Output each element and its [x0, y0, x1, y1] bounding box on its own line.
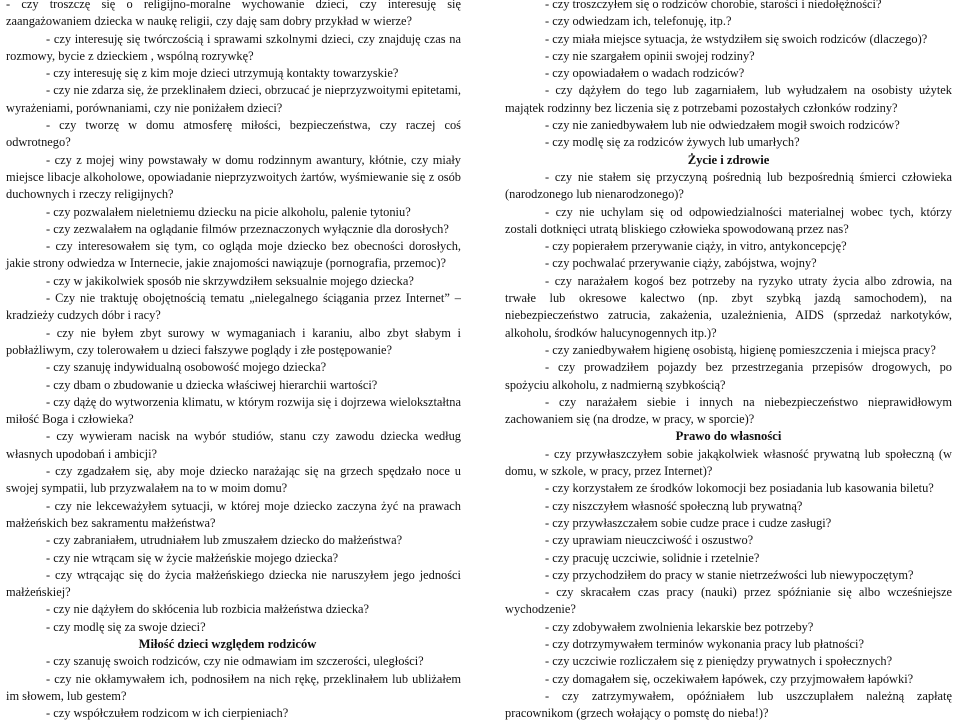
question-paragraph: - czy domagałem się, oczekiwałem łapówek, czy przyjmowałem łapówki? — [545, 671, 914, 686]
question-paragraph: - czy zdobywałem zwolnienia lekarskie bez potrzeby? — [545, 619, 814, 634]
question-paragraph: - czy modlę się za swoje dzieci? — [46, 619, 206, 634]
question-paragraph: - czy zaniedbywałem higienę osobistą, higienę pomieszczenia i miejsca pracy? — [545, 342, 936, 357]
question-paragraph: - czy troszczyłem się o rodziców chorobie, starości i niedołężności? — [545, 0, 882, 11]
question-paragraph: - czy nie byłem zbyt surowy w wymaganiach i karaniu, albo zbyt słabym i pobłażliwym, czy tolerowałem u dzieci fałszywe poglądy i złe postępowanie? — [6, 325, 461, 357]
question-paragraph: - czy szanuję indywidualną osobowość mojego dziecka? — [46, 360, 327, 375]
question-paragraph: - czy zgadzałem się, aby moje dziecko narażając się na grzech spędzało noce u swojej sympatii, lub przyzwalałem na to w moim domu? — [6, 464, 461, 496]
section-heading: Życie i zdrowie — [687, 152, 770, 167]
question-paragraph: - czy szanuję swoich rodziców, czy nie odmawiam im szczerości, uległości? — [46, 654, 424, 669]
question-paragraph: - czy interesuję się z kim moje dzieci utrzymują kontakty towarzyskie? — [46, 66, 399, 81]
left-column — [6, 0, 461, 722]
question-paragraph: - czy uprawiam nieuczciwość i oszustwo? — [545, 533, 754, 548]
question-paragraph: - czy prowadziłem pojazdy bez przestrzegania przepisów drogowych, po spożyciu alkoholu, z nadmierną szybkością? — [505, 360, 952, 392]
question-paragraph: - czy dotrzymywałem terminów wykonania pracy lub płatności? — [545, 636, 864, 651]
question-paragraph: - czy interesuję się twórczością i sprawami szkolnymi dzieci, czy znajduję czas na rozmowy, bycie z dzieckiem , wspólną rozrywkę? — [6, 31, 461, 63]
question-paragraph: - czy nie zaniedbywałem lub nie odwiedzałem mogił swoich rodziców? — [545, 118, 900, 133]
question-paragraph: - czy wtrącając się do życia małżeńskiego dziecka nie naruszyłem jego jedności małżeńskiej? — [6, 567, 461, 600]
question-paragraph: - czy troszczę się o religijno-moralne wychowanie dzieci, czy interesuję się zaangażowaniem dziecka w naukę religii, czy daję sam dobry przykład w wierze? — [6, 0, 461, 29]
question-paragraph: - czy wywieram nacisk na wybór studiów, stanu czy zawodu dziecka według własnych upodobań i ambicji? — [6, 429, 461, 461]
question-paragraph: - czy nie lekceważyłem sytuacji, w której moje dziecko zaczyna żyć na prawach małżeńskich bez sakramentu małżeństwa? — [6, 498, 461, 530]
question-paragraph: - czy narażałem kogoś bez potrzeby na ryzyko utraty życia albo zdrowia, na trwałe lub okresowe kalectwo (np. zbyt szybką jazdą samochodem), na niebezpieczeństwo zatrucia, zakażenia, uzależnienia, AIDS (sprzedaż narkotyków, alkoholu, środków halucynogennych itp.)? — [505, 273, 952, 340]
question-paragraph: - czy zabraniałem, utrudniałem lub zmuszałem dziecko do małżeństwa? — [46, 533, 403, 548]
question-paragraph: - czy skracałem czas pracy (nauki) przez spóźnianie się albo wcześniejsze wychodzenie? — [505, 585, 952, 617]
question-paragraph: - czy narażałem siebie i innych na niebezpieczeństwo nieprawidłowym zachowaniem się (na drodze, w pracy, w sporcie)? — [505, 394, 952, 427]
section-heading: Prawo do własności — [675, 429, 782, 444]
question-paragraph: - czy opowiadałem o wadach rodziców? — [545, 66, 745, 81]
question-paragraph: - czy dążyłem do tego lub zagarniałem, lub wyłudzałem na osobisty użytek majątek rodzinny bez liczenia się z potrzebami pozostałych członków rodziny? — [505, 83, 952, 115]
question-paragraph: - czy dbam o zbudowanie u dziecka właściwej hierarchii wartości? — [46, 377, 378, 392]
question-paragraph: - Czy nie traktuję obojętnością tematu „nielegalnego ściągania przez Internet” – kradzieży cudzych dóbr i racy? — [6, 291, 461, 323]
question-paragraph: - czy nie stałem się przyczyną pośrednią lub bezpośrednią śmierci człowieka (narodzonego lub nienarodzonego)? — [505, 169, 952, 202]
question-paragraph: - czy zezwalałem na oglądanie filmów przeznaczonych wyłącznie dla dorosłych? — [46, 221, 449, 236]
question-paragraph: - czy interesowałem się tym, co ogląda moje dziecko bez obecności dorosłych, jakie strony odwiedza w Internecie, jakie znajomości nawiązuje (pornografia, przemoc)? — [6, 239, 461, 271]
question-paragraph: - czy przywłaszczyłem sobie jakąkolwiek własność prywatną lub społeczną (w domu, w szkole, w pracy, przez Internet)? — [505, 446, 952, 479]
question-paragraph: - czy w jakikolwiek sposób nie skrzywdziłem seksualnie mojego dziecka? — [46, 273, 414, 288]
question-paragraph: - czy nie okłamywałem ich, podnosiłem na nich rękę, przeklinałem lub ubliżałem im słowem, lub gestem? — [6, 671, 461, 703]
question-paragraph: - czy pochwalać przerywanie ciąży, zabójstwa, wojny? — [545, 256, 817, 271]
question-paragraph: - czy pracuję uczciwie, solidnie i rzetelnie? — [545, 550, 760, 565]
question-paragraph: - czy nie dążyłem do skłócenia lub rozbicia małżeństwa dziecka? — [46, 602, 370, 617]
question-paragraph: - czy odwiedzam ich, telefonuję, itp.? — [545, 14, 732, 29]
question-paragraph: - czy miała miejsce sytuacja, że wstydziłem się swoich rodziców (dlaczego)? — [545, 31, 928, 46]
question-paragraph: - czy współczułem rodzicom w ich cierpieniach? — [46, 706, 289, 721]
question-paragraph: - czy zatrzymywałem, opóźniałem lub uszczuplałem należną zapłatę pracownikom (grzech wołający o pomstę do nieba!)? — [505, 688, 952, 721]
question-paragraph: - czy nie zdarza się, że przeklinałem dzieci, obrzucać je nieprzyzwoitymi epitetami, wyrażeniami, porównaniami, czy nie poniżałem dzieci? — [6, 83, 461, 115]
question-paragraph: - czy tworzę w domu atmosferę miłości, bezpieczeństwa, czy raczej coś odwrotnego? — [6, 118, 461, 150]
question-paragraph: - czy popierałem przerywanie ciąży, in vitro, antykoncepcję? — [545, 239, 847, 254]
question-paragraph: - czy nie wtrącam się w życie małżeńskie mojego dziecka? — [46, 550, 339, 565]
question-paragraph: - czy uczciwie rozliczałem się z pieniędzy prywatnych i społecznych? — [545, 654, 893, 669]
question-paragraph: - czy z mojej winy powstawały w domu rodzinnym awantury, kłótnie, czy miały miejsce libacje alkoholowe, opowiadanie nieprzyzwoitych żartów, wyśmiewanie się z osób duchownych i rzeczy religijnych? — [6, 152, 461, 202]
right-column — [505, 0, 952, 722]
question-paragraph: - czy nie szargałem opinii swojej rodziny? — [545, 48, 755, 63]
section-heading: Miłość dzieci względem rodziców — [138, 636, 317, 651]
question-paragraph: - czy pozwalałem nieletniemu dziecku na picie alkoholu, palenie tytoniu? — [46, 204, 411, 219]
question-paragraph: - czy przywłaszczałem sobie cudze prace i cudze zasługi? — [545, 515, 832, 530]
question-paragraph: - czy korzystałem ze środków lokomocji bez posiadania lub kasowania biletu? — [545, 481, 934, 496]
question-paragraph: - czy nie uchylam się od odpowiedzialności materialnej wobec tych, którzy zostali dotknięci utratą bliskiego człowieka spowodowaną przez nas? — [505, 204, 952, 236]
question-paragraph: - czy dążę do wytworzenia klimatu, w którym rozwija się i dojrzewa wielokształtna miłość Boga i człowieka? — [6, 394, 461, 427]
question-paragraph: - czy przychodziłem do pracy w stanie nietrzeźwości lub niewypoczętym? — [545, 567, 914, 582]
question-paragraph: - czy modlę się za rodziców żywych lub umarłych? — [545, 135, 800, 150]
question-paragraph: - czy niszczyłem własność społeczną lub prywatną? — [545, 498, 803, 513]
